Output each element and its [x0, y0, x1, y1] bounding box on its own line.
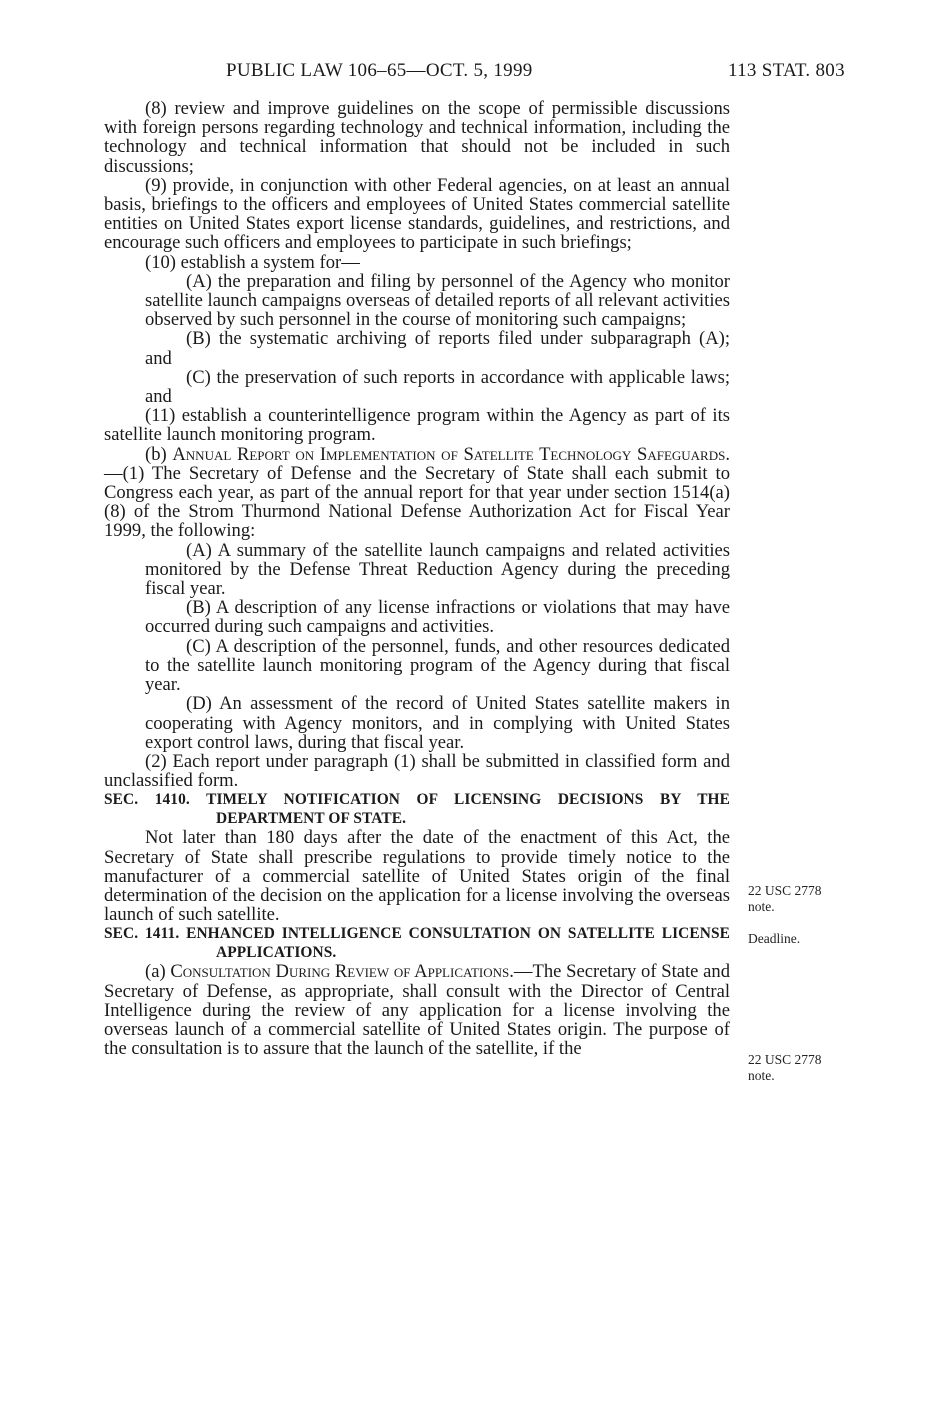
subsection-b-prefix: (b): [145, 443, 173, 465]
margin-note-sec1411-citation: [748, 1052, 822, 1084]
subparagraph-10-c: (C) the preservation of such reports in accordance with applicable laws; and: [145, 366, 730, 408]
margin-note-deadline: Deadline.: [748, 931, 801, 946]
subsection-b: [104, 445, 730, 541]
margin-note-sec1410-citation: [748, 883, 822, 915]
subsection-a-prefix: (a): [145, 961, 171, 983]
subsection-b-paragraph-2: (2) Each report under paragraph (1) shall be submitted in classified form and unclassified form.: [104, 750, 730, 792]
subsection-b-item-b: (B) A description of any license infractions or violations that may have occurred during such campaigns and activities.: [145, 597, 730, 638]
subparagraph-10-b: (B) the systematic archiving of reports filed under subparagraph (A); and: [145, 328, 730, 369]
body-text-column: [104, 99, 730, 1058]
margin-note-line: 22 USC 2778: [748, 1052, 822, 1067]
section-1411-subsection-a: [104, 962, 730, 1058]
subsection-b-item-d: (D) An assessment of the record of United States satellite makers in cooperating with Agency monitors, and in complying with United States export control laws, during that fiscal year.: [145, 693, 730, 753]
margin-note-line: note.: [748, 899, 775, 914]
subsection-a-text: .—The Secretary of State and Secretary of Defense, as appropriate, shall consult with the Director of Central Intelligence during the review of any application for a license involving the overseas launch of a commercial satellite of United States origin. The purpose of the consultation is to assure that the launch of the satellite, if the: [104, 961, 730, 1060]
paragraph-10: (10) establish a system for—: [145, 251, 360, 273]
subsection-b-item-a: (A) A summary of the satellite launch campaigns and related activities monitored by the Defense Threat Reduction Agency during the preceding fiscal year.: [145, 539, 730, 600]
subsection-b-item-c: (C) A description of the personnel, funds, and other resources dedicated to the satellite launch monitoring program of the Agency during that fiscal year.: [145, 635, 730, 696]
subsection-a-heading: Consultation During Review of Applications: [170, 961, 510, 983]
subsection-b-heading: Annual Report on Implementation of Satellite Technology Safeguards: [172, 443, 726, 465]
section-1411-heading: SEC. 1411. ENHANCED INTELLIGENCE CONSULTATION ON SATELLITE LICENSE APPLICATIONS.: [104, 925, 730, 962]
subsection-b-text: .—(1) The Secretary of Defense and the Secretary of State shall each submit to Congress each year, as part of the annual report for that year under section 1514(a)(8) of the Strom Thurmond National Defense Authorization Act for Fiscal Year 1999, the following:: [104, 443, 730, 542]
margin-note-line: note.: [748, 1068, 775, 1083]
statute-page-number: 113 STAT. 803: [728, 60, 845, 81]
section-1410-text: Not later than 180 days after the date of the enactment of this Act, the Secretary of State shall prescribe regulations to provide timely notice to the manufacturer of a commercial satellite of United States origin of the final determination of the decision on the application for a license involving the overseas launch of such satellite.: [104, 827, 730, 926]
paragraph-8: (8) review and improve guidelines on the scope of permissible discussions with foreign persons regarding technology and technical information, including the technology and technical information that should not be included in such discussions;: [104, 98, 730, 177]
paragraph-11: (11) establish a counterintelligence program within the Agency as part of its satellite launch monitoring program.: [104, 405, 730, 446]
paragraph-9: (9) provide, in conjunction with other Federal agencies, on at least an annual basis, briefings to the officers and employees of United States commercial satellite entities on United States export license standards, guidelines, and restrictions, and encourage such officers and employees to participate in such briefings;: [104, 174, 730, 254]
section-1410-heading: SEC. 1410. TIMELY NOTIFICATION OF LICENSING DECISIONS BY THE DEPARTMENT OF STATE.: [104, 791, 730, 828]
running-header-title: PUBLIC LAW 106–65—OCT. 5, 1999: [226, 60, 533, 81]
margin-note-line: 22 USC 2778: [748, 883, 822, 898]
subparagraph-10-a: (A) the preparation and filing by personnel of the Agency who monitor satellite launch campaigns overseas of detailed reports of all relevant activities observed by such personnel in the course of monitoring such campaigns;: [145, 270, 730, 331]
